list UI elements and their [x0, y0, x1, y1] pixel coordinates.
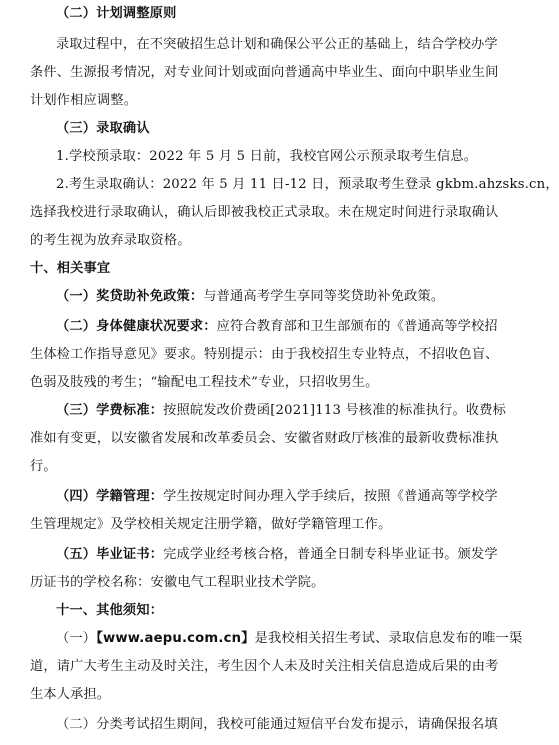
- paragraph-line: 生管理规定》及学校相关规定注册学籍，做好学籍管理工作。: [30, 517, 392, 532]
- paragraph-line: 行。: [30, 459, 57, 474]
- item-label: （三）学费标准：: [56, 403, 164, 418]
- paragraph-line: [56, 317, 498, 337]
- item-text: 是我校相关招生考试、录取信息发布的唯一渠: [254, 631, 523, 646]
- paragraph-line: 的考生视为放弃录取资格。: [30, 233, 191, 248]
- paragraph-line: [56, 401, 507, 421]
- item-label: （一）奖贷助补免政策：: [56, 289, 204, 304]
- paragraph-line: [56, 629, 523, 649]
- item-text: 应符合教育部和卫生部颁布的《普通高等学校招: [216, 319, 498, 334]
- item-prefix: （一）: [56, 631, 97, 646]
- item-text: 按照皖发改价费函[2021]113 号核准的标准执行。收费标: [163, 403, 507, 418]
- paragraph-line: 计划作相应调整。: [30, 93, 138, 108]
- section-heading-plan-adjust: （二）计划调整原则: [56, 6, 177, 21]
- paragraph-line: 准如有变更，以安徽省发展和改革委员会、安徽省财政厅核准的最新收费标准执: [30, 431, 499, 446]
- paragraph-line: 历证书的学校名称：安徽电气工程职业技术学院。: [30, 575, 325, 590]
- item-text: 完成学业经考核合格，普通全日制专科毕业证书。颁发学: [163, 547, 498, 562]
- paragraph-line: 条件、生源报考情况，对专业间计划或面向普通高中毕业生、面向中职毕业生间: [30, 65, 499, 80]
- item-text: 与普通高考学生享同等奖贷助补免政策。: [203, 289, 445, 304]
- paragraph-line: 选择我校进行录取确认，确认后即被我校正式录取。未在规定时间进行录取确认: [30, 205, 499, 220]
- item-text: 学生按规定时间办理入学手续后，按照《普通高等学校学: [163, 489, 498, 504]
- paragraph-line: [56, 287, 470, 307]
- section-heading-admission-confirm: （三）录取确认: [56, 121, 150, 136]
- item-label: （二）身体健康状况要求：: [56, 319, 217, 334]
- paragraph-line: 录取过程中，在不突破招生总计划和确保公平公正的基础上，结合学校办学: [56, 37, 498, 52]
- paragraph-line: 生体检工作指导意见》要求。特别提示：由于我校招生专业特点，不招收色盲、: [30, 347, 499, 362]
- item-label: （四）学籍管理：: [56, 489, 164, 504]
- section-heading-related-matters: 十、相关事宜: [30, 261, 111, 276]
- paragraph-line: 1.学校预录取：2022 年 5 月 5 日前，我校官网公示预录取考生信息。: [56, 149, 478, 164]
- website-link: 【www.aepu.com.cn】: [96, 631, 255, 646]
- paragraph-line: 2.考生录取确认：2022 年 5 月 11 日-12 日，预录取考生登录 gkbm.ahzsks.cn，: [56, 177, 559, 192]
- paragraph-line: （二）分类考试招生期间，我校可能通过短信平台发布提示，请确保报名填: [56, 717, 498, 732]
- paragraph-line: 生本人承担。: [30, 687, 111, 702]
- section-heading-other-notes: 十一、其他须知：: [56, 603, 164, 618]
- item-label: （五）毕业证书：: [56, 547, 164, 562]
- paragraph-line: [56, 487, 498, 507]
- paragraph-line: 道，请广大考生主动及时关注，考生因个人未及时关注相关信息造成后果的由考: [30, 659, 499, 674]
- paragraph-line: 色弱及肢残的考生；“输配电工程技术”专业，只招收男生。: [30, 375, 379, 390]
- paragraph-line: [56, 545, 498, 565]
